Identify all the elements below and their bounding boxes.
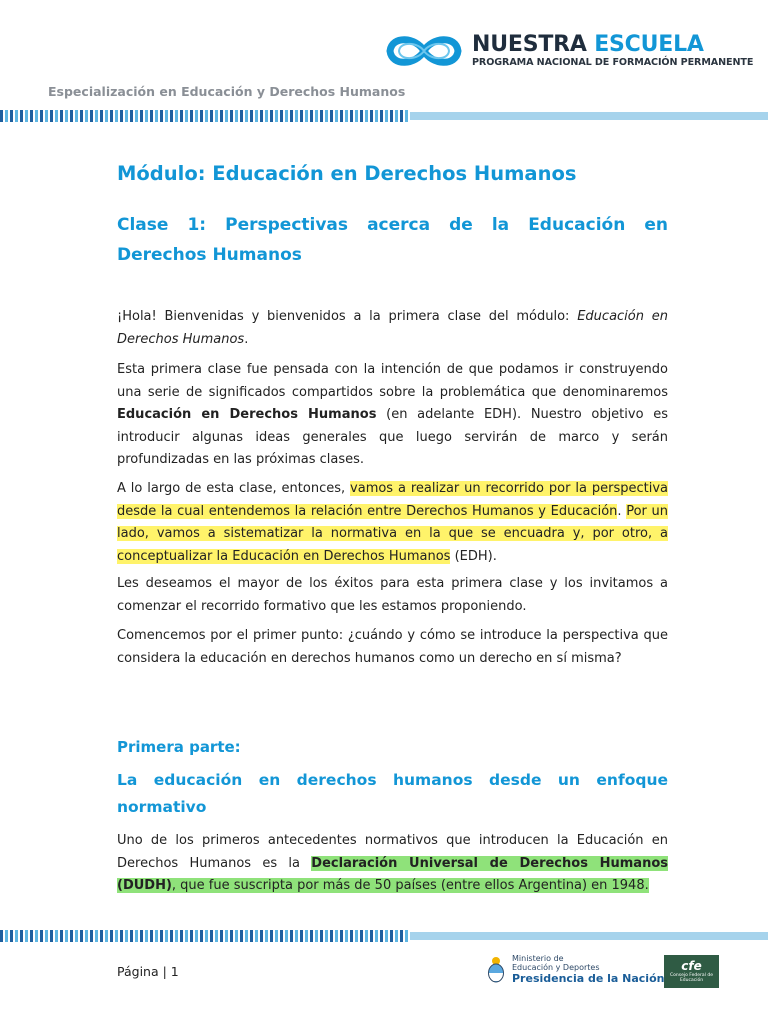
specialization-title: Especialización en Educación y Derechos Humanos (48, 84, 406, 99)
divider-bar (410, 112, 768, 120)
p1-text: ¡Hola! Bienvenidas y bienvenidos a la primera clase del módulo: (117, 309, 578, 324)
p3-highlight-2: Por un lado, vamos a sistematizar la normativa en la que se encuadra y, por otro, a conceptualizar la Educación en Derechos Humanos (117, 503, 668, 564)
infinity-icon (384, 31, 464, 71)
logo-word-2: ESCUELA (594, 32, 704, 57)
p2-bold: Educación en Derechos Humanos (117, 407, 377, 422)
paragraph-purpose (117, 359, 668, 472)
p3-text: A lo largo de esta clase, entonces, (117, 481, 351, 496)
paragraph-plan (117, 478, 668, 568)
logo-subtitle: PROGRAMA NACIONAL DE FORMACIÓN PERMANENTE (472, 57, 754, 68)
p1-end: . (244, 331, 249, 347)
footer-divider (0, 930, 768, 942)
cfe-label: cfe (681, 959, 702, 973)
p2-text: Esta primera clase fue pensada con la intención de que podamos ir construyendo una serie de significados compartidos sobre la problemática que denominaremos (117, 362, 668, 400)
p3-highlight-1: vamos a realizar un recorrido por la perspectiva desde la cual entendemos la relación entre Derechos Humanos y Educación (117, 481, 668, 519)
ministry-line-2: Educación y Deportes (512, 963, 600, 972)
argentina-shield-icon (486, 955, 506, 985)
cfe-subtitle: Consejo Federal de Educación (670, 973, 713, 983)
p2-rest: (en adelante EDH). Nuestro objetivo es introducir algunas ideas generales que luego servirán de marco y serán profundizadas en las próximas clases. (117, 407, 668, 467)
header-divider (0, 110, 768, 122)
p3-sep: . (617, 503, 627, 519)
paragraph-intro (117, 306, 668, 351)
module-title: Módulo: Educación en Derechos Humanos (117, 162, 577, 185)
paragraph-question: Comencemos por el primer punto: ¿cuándo y cómo se introduce la perspectiva que considera la educación en derechos humanos como un derecho en sí misma? (117, 628, 668, 666)
divider-ticks (0, 930, 410, 942)
part-subtitle: La educación en derechos humanos desde un enfoque normativo (117, 771, 668, 816)
ministry-line-3: Presidencia de la Nación (512, 972, 665, 985)
cfe-logo (664, 955, 719, 988)
paragraph-dudh (117, 830, 668, 898)
logo-title (472, 33, 753, 57)
divider-ticks (0, 110, 410, 122)
divider-bar (410, 932, 768, 940)
nuestra-escuela-logo (384, 29, 753, 73)
class-title: Clase 1: Perspectivas acerca de la Educación en Derechos Humanos (117, 215, 668, 265)
p1-italic: Educación en Derechos Humanos (117, 309, 668, 347)
logo-word-1: NUESTRA (472, 32, 587, 57)
p6-text: Uno de los primeros antecedentes normativos que introducen la Educación en Derechos Humanos es la (117, 833, 668, 871)
p3-end: (EDH). (450, 548, 497, 564)
ministry-logo (486, 954, 664, 985)
page-number: Página | 1 (117, 964, 179, 979)
p6-highlight-bold: Declaración Universal de Derechos Humanos (DUDH) (117, 855, 668, 893)
p6-highlight: , que fue suscripta por más de 50 países (entre ellos Argentina) en 1948. (171, 878, 649, 893)
paragraph-wishes: Les deseamos el mayor de los éxitos para esta primera clase y los invitamos a comenzar el recorrido formativo que les estamos proponiendo. (117, 576, 668, 614)
ministry-line-1: Ministerio de (512, 954, 564, 963)
part-title: Primera parte: (117, 738, 241, 756)
